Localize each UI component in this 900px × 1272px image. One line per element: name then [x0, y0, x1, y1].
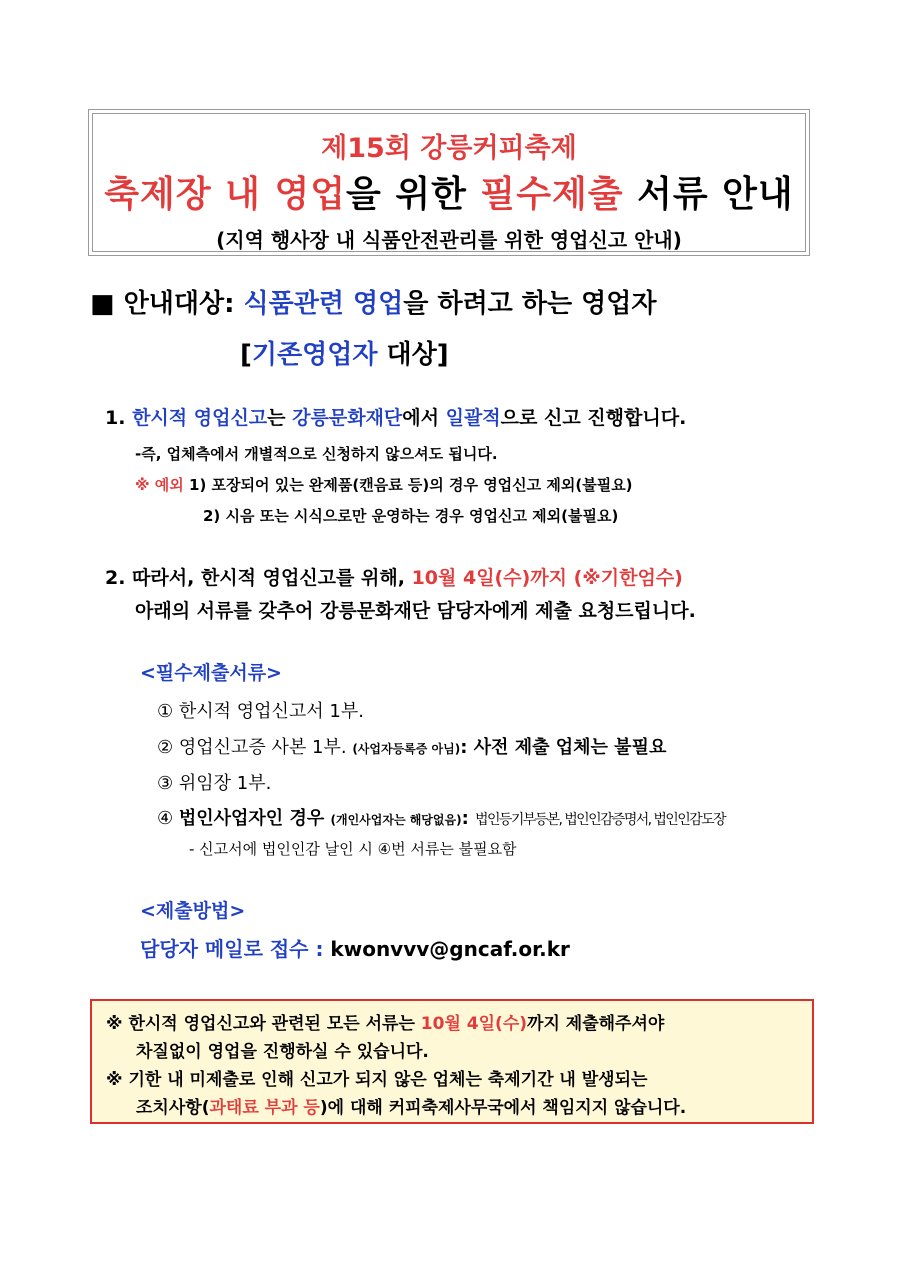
notice-line-4	[136, 1093, 686, 1118]
notice-l1-a: ※ 한시적 영업신고와 관련된 모든 서류는	[106, 1014, 421, 1034]
target-sub-suffix: 대상]	[377, 340, 449, 370]
document-item-2	[157, 733, 666, 759]
target-sub-open: [	[240, 340, 252, 370]
d4-small: (개인사업자는 해당없음)	[330, 813, 462, 827]
section-1-note: -즉, 업체측에서 개별적으로 신청하지 않으셔도 됩니다.	[135, 445, 498, 463]
exception-label: ※ 예외	[135, 476, 184, 494]
exception-1-text: 1) 포장되어 있는 완제품(캔음료 등)의 경우 영업신고 제외(불필요)	[183, 476, 633, 494]
s1-p6: 으로 신고 진행합니다.	[500, 407, 687, 429]
target-audience	[90, 283, 656, 320]
section-2-heading	[105, 563, 683, 590]
section-1-exception-2: 2) 시음 또는 시식으로만 운영하는 경우 영업신고 제외(불필요)	[203, 507, 619, 525]
target-sub-highlight: 기존영업자	[251, 340, 378, 370]
document-subtitle: (지역 행사장 내 식품안전관리를 위한 영업신고 안내)	[216, 228, 682, 252]
required-documents-heading: <필수제출서류>	[140, 662, 282, 684]
s1-p5: 일괄적	[445, 407, 501, 429]
d2-main: ② 영업신고증 사본 1부.	[157, 737, 353, 758]
section-1-heading	[105, 403, 686, 430]
notice-l4-b: )에 대해 커피축제사무국에서 책임지지 않습니다.	[319, 1098, 687, 1118]
title-box	[88, 109, 810, 256]
d2-note: : 사전 제출 업체는 불필요	[460, 737, 667, 758]
target-suffix: 을 하려고 하는 영업자	[403, 289, 657, 319]
d4-num: ④	[157, 808, 179, 829]
notice-box	[90, 999, 814, 1124]
d4-list: 법인등기부등본, 법인인감증명서, 법인인감도장	[475, 812, 725, 828]
title-part-b: 을 위한	[346, 174, 481, 215]
title-part-a: 축제장 내 영업	[104, 174, 347, 215]
title-box-inner	[92, 113, 806, 252]
target-audience-sub	[240, 334, 449, 371]
title-part-d: 서류 안내	[623, 174, 794, 215]
s2-p1: 2. 따라서, 한시적 영업신고를 위해,	[105, 567, 412, 589]
d4-main: 법인사업자인 경우	[178, 808, 331, 829]
method-label: 담당자 메일로 접수 :	[140, 937, 331, 961]
d2-small: (사업자등록증 아님)	[352, 742, 461, 756]
submission-method	[140, 933, 570, 962]
notice-line-1	[106, 1009, 664, 1034]
title-part-c: 필수제출	[480, 174, 624, 215]
document-item-3: ③ 위임장 1부.	[157, 773, 272, 794]
section-2-line-2: 아래의 서류를 갖추어 강릉문화재단 담당자에게 제출 요청드립니다.	[135, 600, 696, 622]
notice-l4-red: 과태료 부과 등	[209, 1098, 320, 1118]
s2-deadline: 10월 4일(수)까지 (※기한엄수)	[411, 567, 683, 589]
d4-colon: :	[461, 808, 476, 829]
s1-p1: 한시적 영업신고	[132, 407, 268, 429]
contact-email[interactable]: kwonvvv@gncaf.or.kr	[330, 937, 570, 961]
document-title	[93, 166, 805, 217]
notice-l1-b: 까지 제출해주셔야	[527, 1014, 665, 1034]
target-highlight: 식품관련 영업	[243, 289, 404, 319]
document-item-4-note: - 신고서에 법인인감 날인 시 ④번 서류는 불필요함	[189, 840, 517, 858]
festival-title: 제15회 강릉커피축제	[321, 133, 577, 164]
s1-p4: 에서	[402, 407, 446, 429]
section-1-exception-1	[135, 474, 633, 495]
submission-method-heading: <제출방법>	[140, 900, 246, 922]
s1-num: 1.	[105, 407, 133, 429]
notice-l1-red: 10월 4일(수)	[420, 1014, 528, 1034]
document-item-4	[157, 804, 725, 830]
notice-line-2: 차질없이 영업을 진행하실 수 있습니다.	[136, 1042, 429, 1062]
notice-line-3: ※ 기한 내 미제출로 인해 신고가 되지 않은 업체는 축제기간 내 발생되는	[106, 1070, 648, 1090]
s1-p2: 는	[267, 407, 293, 429]
document-item-1: ① 한시적 영업신고서 1부.	[157, 701, 364, 722]
notice-l4-a: 조치사항(	[136, 1098, 210, 1118]
s1-p3: 강릉문화재단	[292, 407, 403, 429]
target-prefix: ■ 안내대상:	[90, 289, 244, 319]
